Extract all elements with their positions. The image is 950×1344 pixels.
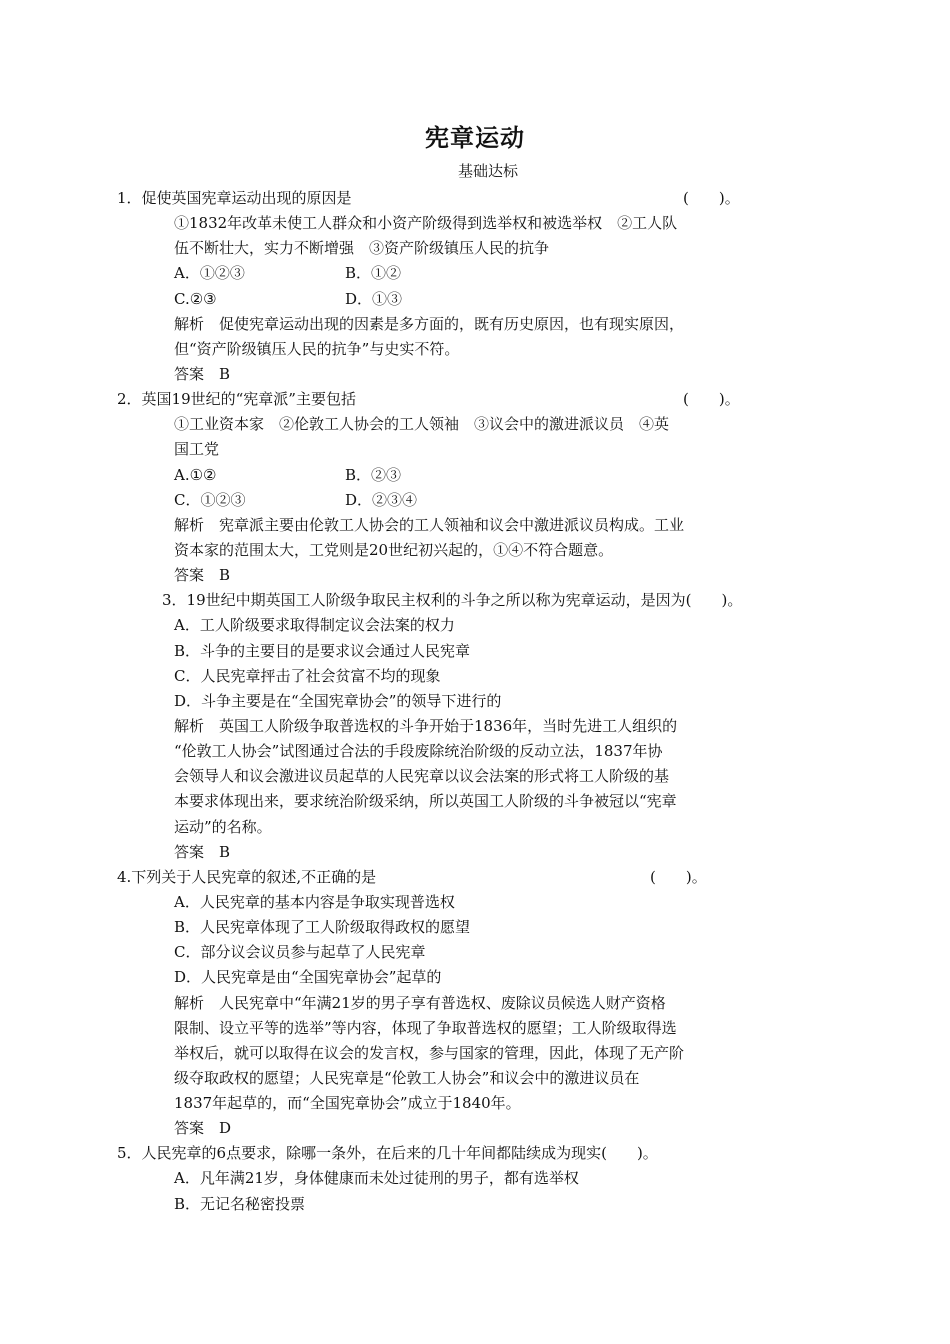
option-d: D．②③④ xyxy=(345,490,418,509)
question-4-analysis: 举权后，就可以取得在议会的发言权，参与国家的管理，因此，体现了无产阶 xyxy=(174,1043,685,1062)
option-c: C.②③ xyxy=(174,289,217,308)
question-4-analysis: 解析 人民宪章中“年满21岁的男子享有普选权、废除议员候选人财产资格 xyxy=(174,993,666,1012)
question-4-analysis: 级夺取政权的愿望；人民宪章是“伦敦工人协会”和议会中的激进议员在 xyxy=(174,1068,640,1087)
option-a: A．凡年满21岁，身体健康而未处过徒刑的男子，都有选举权 xyxy=(174,1169,579,1188)
question-1-analysis: 解析 促使宪章运动出现的因素是多方面的，既有历史原因，也有现实原因， xyxy=(174,314,685,333)
question-3-analysis: “伦敦工人协会”试图通过合法的手段废除统治阶级的反动立法，1837年协 xyxy=(174,742,663,761)
question-3-analysis: 运动”的名称。 xyxy=(174,817,272,836)
question-1-answer: 答案 B xyxy=(174,364,231,383)
option-c: C．①②③ xyxy=(174,490,246,509)
question-3-analysis: 本要求体现出来，要求统治阶级采纳，所以英国工人阶级的斗争被冠以“宪章 xyxy=(174,792,677,811)
question-2-statement: 国工党 xyxy=(174,440,220,459)
section-subtitle: 基础达标 xyxy=(457,162,518,180)
option-a: A．人民宪章的基本内容是争取实现普选权 xyxy=(174,892,455,911)
question-3-stem: 3．19世纪中期英国工人阶级争取民主权利的斗争之所以称为宪章运动，是因为( )。 xyxy=(162,591,743,610)
question-3-answer: 答案 B xyxy=(174,842,231,861)
option-a: A.①② xyxy=(174,465,217,484)
option-d: D．①③ xyxy=(345,289,403,308)
option-c: C．部分议会议员参与起草了人民宪章 xyxy=(174,943,426,962)
answer-blank: ( )。 xyxy=(650,867,707,886)
question-1-options-row xyxy=(117,261,817,286)
question-5-stem: 5．人民宪章的6点要求，除哪一条外，在后来的几十年间都陆续成为现实( )。 xyxy=(117,1144,658,1163)
question-1-statement: ①1832年改革未使工人群众和小资产阶级得到选举权和被选举权 ②工人队 xyxy=(174,214,678,233)
question-4-analysis: 限制、设立平等的选举”等内容，体现了争取普选权的愿望；工人阶级取得选 xyxy=(174,1018,677,1037)
option-b: B．①② xyxy=(345,264,402,283)
option-d: D．人民宪章是由“全国宪章协会”起草的 xyxy=(174,968,442,987)
question-2-answer: 答案 B xyxy=(174,566,231,585)
answer-blank: ( )。 xyxy=(683,189,740,207)
question-4-stem: 4.下列关于人民宪章的叙述,不正确的是 ( )。 xyxy=(117,865,817,890)
option-a: A．工人阶级要求取得制定议会法案的权力 xyxy=(174,616,455,635)
question-2-options-row xyxy=(117,463,817,488)
question-1-statement: 伍不断壮大，实力不断增强 ③资产阶级镇压人民的抗争 xyxy=(174,239,550,258)
option-b: B．无记名秘密投票 xyxy=(174,1194,306,1213)
option-b: B．②③ xyxy=(345,465,402,484)
question-2-stem: 2．英国19世纪的“宪章派”主要包括 ( )。 xyxy=(117,387,817,412)
question-list xyxy=(117,186,817,1217)
question-1-stem: 1．促使英国宪章运动出现的原因是 ( )。 xyxy=(117,186,817,211)
page-title: 宪章运动 xyxy=(425,123,525,152)
option-b: B．人民宪章体现了工人阶级取得政权的愿望 xyxy=(174,918,471,937)
option-a: A．①②③ xyxy=(174,264,245,283)
question-1-options-row xyxy=(117,287,817,312)
question-4-analysis: 1837年起草的，而“全国宪章协会”成立于1840年。 xyxy=(174,1094,521,1113)
option-c: C．人民宪章抨击了社会贫富不均的现象 xyxy=(174,666,441,685)
question-2-analysis: 解析 宪章派主要由伦敦工人协会的工人领袖和议会中激进派议员构成。工业 xyxy=(174,515,685,534)
question-1-analysis: 但“资产阶级镇压人民的抗争”与史实不符。 xyxy=(174,339,460,358)
answer-blank: ( )。 xyxy=(683,390,740,409)
option-d: D．斗争主要是在“全国宪章协会”的领导下进行的 xyxy=(174,691,502,710)
question-4-answer: 答案 D xyxy=(174,1119,232,1138)
question-3-analysis: 会领导人和议会激进议员起草的人民宪章以议会法案的形式将工人阶级的基 xyxy=(174,767,670,786)
question-2-options-row xyxy=(117,488,817,513)
option-b: B．斗争的主要目的是要求议会通过人民宪章 xyxy=(174,641,471,660)
question-2-analysis: 资本家的范围太大，工党则是20世纪初兴起的，①④不符合题意。 xyxy=(174,540,614,559)
question-2-statement: ①工业资本家 ②伦敦工人协会的工人领袖 ③议会中的激进派议员 ④英 xyxy=(174,415,670,434)
question-3-analysis: 解析 英国工人阶级争取普选权的斗争开始于1836年，当时先进工人组织的 xyxy=(174,716,678,735)
